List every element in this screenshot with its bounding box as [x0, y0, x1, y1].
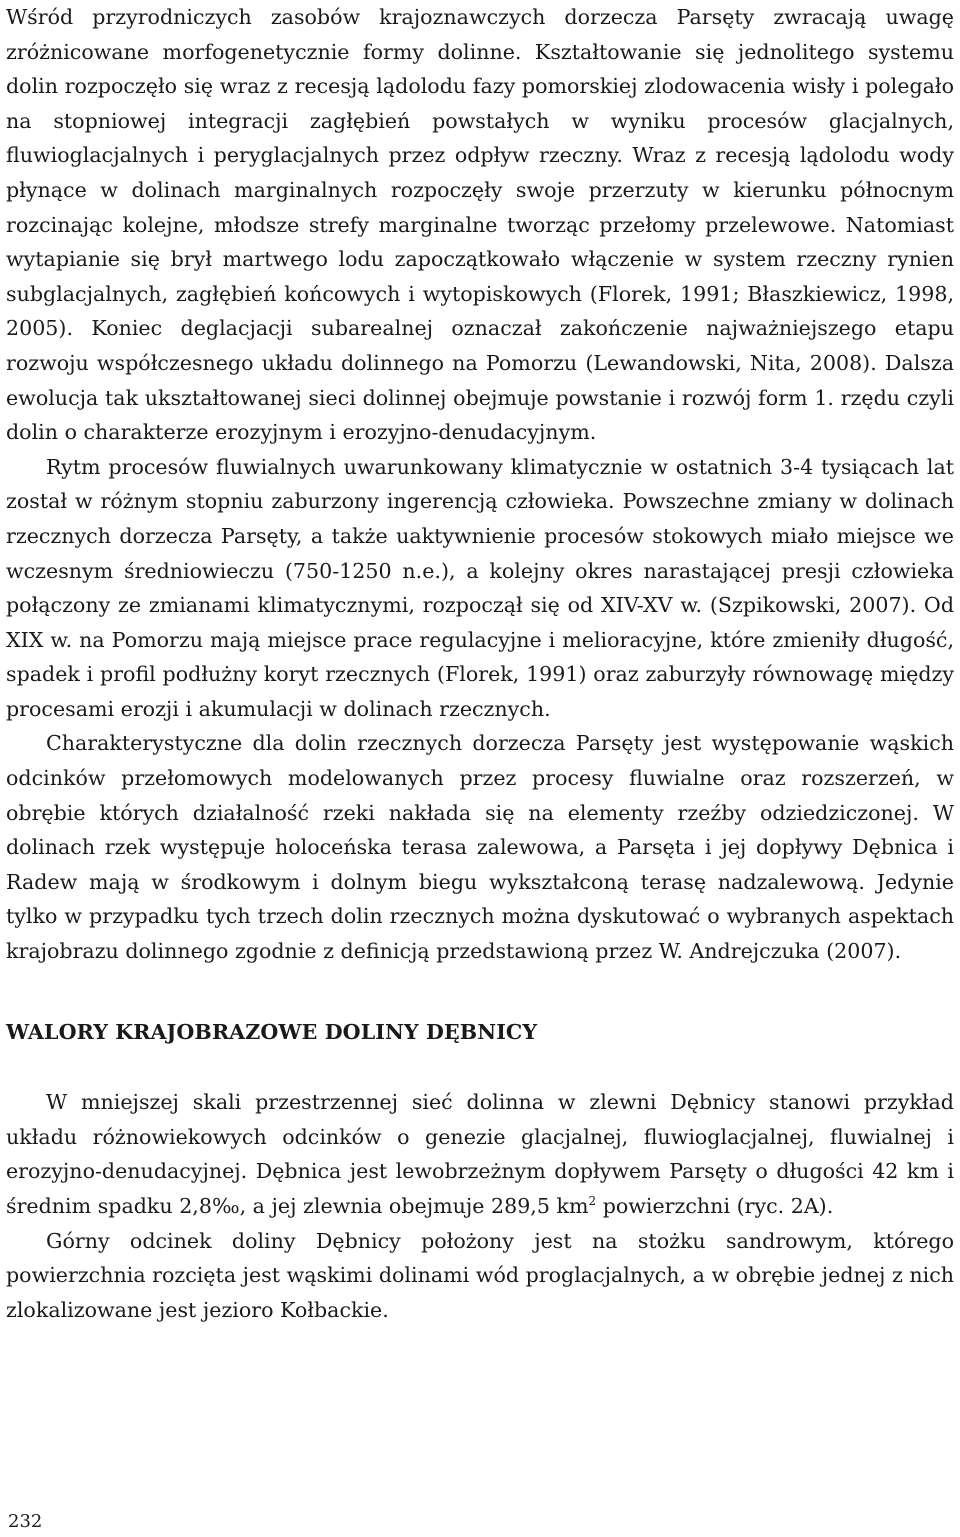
spacer — [6, 969, 954, 1015]
paragraph-text: W mniejszej skali przestrzennej sieć dolinna w zlewni Dębnicy stanowi przykład układu różnowiekowych odcinków o genezie glacjalnej, fluwioglacjalnej, fluwialnej i erozyjno-denudacyjnej. Dębnica jest lewobrzeżnym dopływem Parsęty o długości 42 km i średnim spadku 2,8‰, a jej zlewnia obejmuje 289,5 km — [6, 1090, 954, 1218]
paragraph-text: powierzchni (ryc. 2A). — [596, 1194, 834, 1218]
paragraph-valley-characteristics: Charakterystyczne dla dolin rzecznych dorzecza Parsęty jest występowanie wąskich odcinków przełomowych modelowanych przez procesy fluwialne oraz rozszerzeń, w obrębie których działalność rzeki nakłada się na elementy rzeźby odziedziczonej. W dolinach rzek występuje holoceńska terasa zalewowa, a Parsęta i jej dopływy Dębnica i Radew mają w środkowym i dolnym biegu wykształconą terasę nadzalewową. Jedynie tylko w przypadku tych trzech dolin rzecznych można dyskutować o wybranych aspektach krajobrazu dolinnego zgodnie z definicją przedstawioną przez W. Andrejczuka (2007). — [6, 731, 954, 964]
section-heading: WALORY KRAJOBRAZOWE DOLINY DĘBNICY — [6, 1019, 538, 1044]
paragraph-upper-section: Górny odcinek doliny Dębnicy położony jest na stożku sandrowym, którego powierzchnia rozcięta jest wąskimi dolinami wód proglacjalnych, a w obrębie jednej z nich zlokalizowane jest jezioro Kołbackie. — [6, 1228, 954, 1322]
paragraph-intro: Wśród przyrodniczych zasobów krajoznawczych dorzecza Parsęty zwracają uwagę zróżnicowane morfogenetycznie formy dolinne. Kształtowanie się jednolitego systemu dolin rozpoczęło się wraz z recesją lądolodu fazy pomorskiej zlodowacenia wisły i polegało na stopniowej integracji zagłębień powstałych w wyniku procesów glacjalnych, fluwioglacjalnych i peryglacjalnych przez odpływ rzeczny. Wraz z recesją lądolodu wody płynące w dolinach marginalnych rozpoczęły swoje przerzuty w kierunku północnym rozcinając kolejne, młodsze strefy marginalne tworząc przełomy przelewowe. Natomiast wytapianie się brył martwego lodu zapoczątkowało włączenie w system rzeczny rynien subglacjalnych, zagłębień końcowych i wytopiskowych (Florek, 1991; Błaszkiewicz, 1998, 2005). Koniec deglacjacji subarealnej oznaczał zakończenie najważniejszego etapu rozwoju współczesnego układu dolinnego na Pomorzu (Lewandowski, Nita, 2008). Dalsza ewolucja tak ukształtowanej sieci dolinnej obejmuje powstanie i rozwój form 1. rzędu czyli dolin o charakterze erozyjnym i erozyjno-denudacyjnym. — [6, 5, 954, 445]
paragraph-fluvial-rhythm: Rytm procesów fluwialnych uwarunkowany klimatycznie w ostatnich 3-4 tysiącach lat został w różnym stopniu zaburzony ingerencją człowieka. Powszechne zmiany w dolinach rzecznych dorzecza Parsęty, a także uaktywnienie procesów stokowych miało miejsce we wczesnym średniowieczu (750-1250 n.e.), a kolejny okres narastającej presji człowieka połączony ze zmianami klimatycznymi, rozpoczął się od XIV-XV w. (Szpikowski, 2007). Od XIX w. na Pomorzu mają miejsce prace regulacyjne i melioracyjne, które zmieniły długość, spadek i profil podłużny koryt rzecznych (Florek, 1991) oraz zaburzyły równowagę między procesami erozji i akumulacji w dolinach rzecznych. — [6, 454, 954, 721]
document-page — [6, 0, 954, 1327]
superscript: 2 — [588, 1194, 597, 1209]
page-number: 232 — [8, 1511, 43, 1532]
spacer — [6, 1049, 954, 1085]
paragraph-debnica-network — [6, 1085, 954, 1223]
